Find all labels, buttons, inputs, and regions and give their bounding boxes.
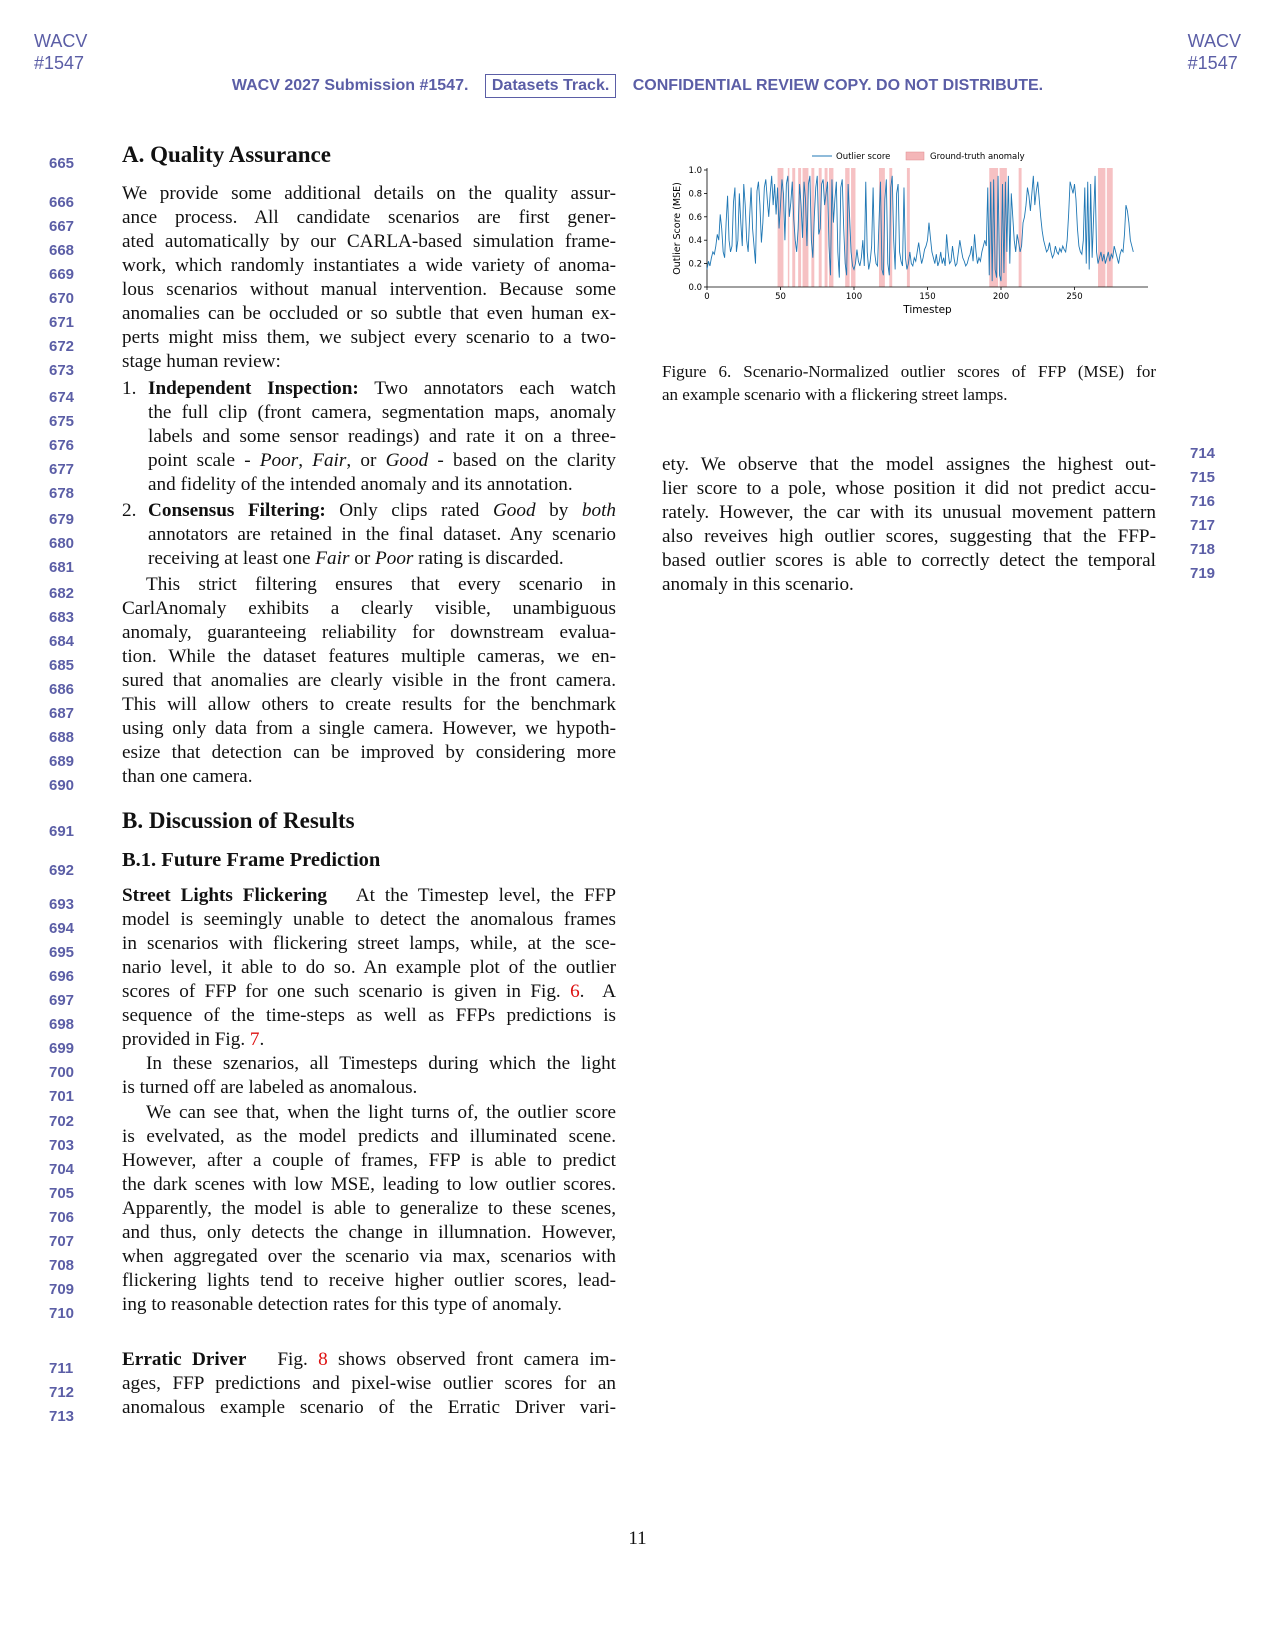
text-line: based outlier scores is able to correctly detect the temporal: [662, 550, 1156, 571]
corner-label-right: [1188, 30, 1241, 74]
paragraph-label: Erratic Driver: [122, 1349, 247, 1370]
text-line: [122, 1347, 616, 1372]
text-line: This strict filtering ensures that every scenario in: [146, 574, 616, 595]
legend-entry: Outlier score: [836, 152, 891, 162]
scale-poor: Poor: [259, 450, 299, 471]
line-number: 669: [49, 266, 75, 283]
text-line: annotators are retained in the final dataset. Any scenario: [148, 524, 616, 545]
item-text: Two annotators each watch: [374, 378, 617, 399]
text-line: In these szenarios, all Timesteps during which the light: [146, 1053, 616, 1074]
line-number: 692: [49, 862, 75, 879]
text-line: sequence of the time-steps as well as FFPs predictions is: [122, 1005, 616, 1026]
paragraph-text: , scenarios with: [485, 1246, 616, 1267]
text-line: sured that anomalies are clearly visible in the front camera.: [122, 670, 616, 691]
text-line: the dark scenes with low MSE, leading to low outlier scores.: [122, 1174, 616, 1195]
line-number: 711: [49, 1360, 74, 1377]
submission-label: WACV 2027 Submission #1547.: [231, 77, 469, 94]
paragraph-text: scores of FFP for one such scenario is given in Fig.: [122, 981, 571, 1002]
line-number: 683: [49, 609, 75, 626]
line-number: 700: [49, 1064, 75, 1081]
y-tick-label: 0.6: [688, 212, 702, 223]
line-number: 719: [1190, 565, 1216, 582]
text-line: This will allow others to create results for the benchmark: [122, 694, 616, 715]
text-line: point scale - Poor, Fair, or Good - based on the clarity: [148, 450, 617, 471]
line-number: 674: [49, 389, 75, 406]
text-line: [148, 498, 616, 523]
text-line: [148, 376, 616, 401]
page-number: 11: [628, 1528, 647, 1549]
item-label: Consensus Filtering:: [148, 500, 326, 521]
text-line: CarlAnomaly exhibits a clearly visible, unambiguous: [122, 598, 616, 619]
line-number: 693: [49, 896, 75, 913]
item-emph: Good: [492, 500, 536, 521]
item-text: or: [349, 548, 375, 569]
text-line: anomalous example scenario of the Erratic Driver vari-: [122, 1397, 616, 1418]
line-number: 698: [49, 1016, 75, 1033]
text-line: lous scenarios without manual intervention. Because some: [122, 279, 616, 300]
text-line: the full clip (front camera, segmentation maps, anomaly: [148, 402, 616, 423]
line-number: 694: [49, 920, 75, 937]
item-emph: both: [581, 500, 617, 521]
item-text: receiving at least one: [148, 548, 316, 569]
text-line: nario level, it able to do so. An example plot of the outlier: [122, 957, 616, 978]
line-number: 681: [49, 559, 75, 576]
line-number: 715: [1190, 469, 1216, 486]
text-line: and fidelity of the intended anomaly and its annotation.: [148, 474, 573, 495]
text-line: is turned off are labeled as anomalous.: [122, 1077, 418, 1098]
line-number: 713: [49, 1408, 75, 1425]
text-line: model is seemingly unable to detect the anomalous frames: [122, 909, 616, 930]
corner-right-line-2: #1547: [1187, 53, 1238, 73]
text-line: We can see that, when the light turns of, the outlier score: [146, 1102, 616, 1123]
text-line: ance process. All candidate scenarios are first gener-: [122, 207, 616, 228]
line-number: 680: [49, 535, 75, 552]
section-b-title: B. Discussion of Results: [122, 808, 355, 833]
text-line: work, which randomly instantiates a wide variety of anoma-: [122, 255, 616, 276]
corner-right-line-1: WACV: [1187, 31, 1241, 51]
line-number: 701: [49, 1088, 75, 1105]
text-line: ages, FFP predictions and pixel-wise outlier scores for an: [122, 1373, 616, 1394]
line-number: 682: [49, 585, 75, 602]
item-text: rating is discarded.: [413, 548, 564, 569]
text-line: anomaly, guaranteeing reliability for downstream evalua-: [122, 622, 616, 643]
line-number: 671: [49, 314, 75, 331]
text-line: using only data from a single camera. However, we hypoth-: [122, 718, 616, 739]
line-number: 709: [49, 1281, 75, 1298]
line-number: 665: [49, 155, 75, 172]
line-number: 706: [49, 1209, 75, 1226]
line-number: 687: [49, 705, 75, 722]
figure-ref-6[interactable]: 6: [570, 981, 580, 1002]
line-number: 689: [49, 753, 75, 770]
text-line: rately. However, the car with its unusual movement pattern: [662, 502, 1156, 523]
line-number: 718: [1190, 541, 1216, 558]
x-tick-label: 100: [845, 292, 863, 302]
line-number: 691: [49, 823, 75, 840]
item-emph: Poor: [375, 548, 414, 569]
line-number: 675: [49, 413, 75, 430]
corner-left-line-1: WACV: [34, 31, 88, 51]
caption-line: Figure 6. Scenario-Normalized outlier scores of FFP (MSE) for: [662, 362, 1156, 381]
x-tick-label: 0: [704, 292, 710, 302]
item-text: Only clips rated: [339, 500, 493, 521]
x-tick-label: 50: [775, 292, 786, 302]
text-line: Apparently, the model is able to generalize to these scenes,: [122, 1198, 616, 1219]
line-number: 704: [49, 1161, 75, 1178]
track-badge: Datasets Track.: [485, 74, 616, 98]
text-line: perts might miss them, we subject every scenario to a two-: [122, 327, 616, 348]
line-number: 712: [49, 1384, 75, 1401]
line-number: 690: [49, 777, 75, 794]
paragraph-text: when aggregated over the scenario via: [122, 1246, 453, 1267]
max-operator: max: [452, 1246, 486, 1267]
text-line: ety. We observe that the model assignes the highest out-: [662, 454, 1156, 475]
paragraph-text: shows observed front camera im-: [327, 1349, 616, 1370]
y-tick-label: 0.4: [688, 236, 702, 247]
text-line: [122, 1244, 616, 1269]
line-number: 695: [49, 944, 75, 961]
text-line: [148, 546, 564, 571]
line-number: 676: [49, 437, 75, 454]
paragraph-label: Street Lights Flickering: [122, 885, 327, 906]
y-tick-label: 1.0: [688, 166, 702, 176]
line-number: 667: [49, 218, 75, 235]
text-line: stage human review:: [122, 351, 281, 372]
line-number: 708: [49, 1257, 75, 1274]
item-text: by: [535, 500, 582, 521]
text-line: tion. While the dataset features multiple cameras, we en-: [122, 646, 616, 667]
text-line: in scenarios with flickering street lamps, while, at the sce-: [122, 933, 616, 954]
legend-entry: Ground-truth anomaly: [930, 152, 1025, 162]
line-number: 666: [49, 194, 75, 211]
line-number: 670: [49, 290, 75, 307]
line-number: 705: [49, 1185, 75, 1202]
text-line: than one camera.: [122, 766, 253, 787]
scale-fair: Fair: [312, 450, 347, 471]
line-number: 688: [49, 729, 75, 746]
scale-good: Good: [385, 450, 429, 471]
line-number: 685: [49, 657, 75, 674]
item-text: point scale -: [148, 450, 260, 471]
text-line: provided in Fig. 7.: [122, 1029, 265, 1050]
x-axis-label: Timestep: [903, 304, 952, 316]
right-column: [662, 0, 1156, 1650]
confidential-label: CONFIDENTIAL REVIEW COPY. DO NOT DISTRIBUTE.: [632, 77, 1044, 94]
line-number: 702: [49, 1113, 75, 1130]
line-number: 703: [49, 1137, 75, 1154]
line-number: 699: [49, 1040, 75, 1057]
text-line: ated automatically by our CARLA-based simulation frame-: [122, 231, 616, 252]
line-number: 668: [49, 242, 75, 259]
y-tick-label: 0.8: [688, 189, 702, 200]
line-number: 714: [1190, 445, 1216, 462]
paragraph-text: At the Timestep level, the FFP: [355, 885, 616, 906]
line-number: 696: [49, 968, 75, 985]
caption-line: an example scenario with a flickering street lamps.: [662, 385, 1008, 404]
list-number: 2.: [122, 500, 137, 521]
text-line: esize that detection can be improved by considering more: [122, 742, 616, 763]
line-number: 678: [49, 485, 75, 502]
line-number: 710: [49, 1305, 75, 1322]
section-b1-title: B.1. Future Frame Prediction: [122, 849, 381, 871]
text-line: However, after a couple of frames, FFP is able to predict: [122, 1150, 616, 1171]
text-line: also reveives high outlier scores, suggesting that the FFP-: [662, 526, 1156, 547]
text-line: [122, 883, 616, 908]
text-line: lier score to a pole, whose position it did not predict accu-: [662, 478, 1156, 499]
line-number: 717: [1190, 517, 1216, 534]
x-tick-label: 250: [1066, 292, 1083, 302]
text-line: scores of FFP for one such scenario is given in Fig. 6. A: [122, 981, 616, 1002]
text-line: flickering lights tend to receive higher outlier scores, lead-: [122, 1270, 616, 1291]
paragraph-text: provided in Fig.: [122, 1029, 250, 1050]
item-text: based on the clarity: [453, 450, 617, 471]
text-line: ing to reasonable detection rates for this type of anomaly.: [122, 1294, 562, 1315]
y-tick-label: 0.2: [688, 259, 702, 270]
section-a-title: A. Quality Assurance: [122, 142, 331, 167]
y-tick-label: 0.0: [688, 283, 702, 293]
line-number: 684: [49, 633, 75, 650]
paragraph-text: Fig.: [277, 1349, 319, 1370]
line-number: 673: [49, 362, 75, 379]
item-label: Independent Inspection:: [148, 378, 359, 399]
line-number: 677: [49, 461, 75, 478]
line-number: 679: [49, 511, 75, 528]
line-number: 716: [1190, 493, 1216, 510]
left-column: [122, 0, 616, 1650]
line-number: 686: [49, 681, 75, 698]
corner-left-line-2: #1547: [34, 53, 85, 73]
figure-ref-8[interactable]: 8: [318, 1349, 328, 1370]
list-number: 1.: [122, 378, 137, 399]
text-line: and thus, only detects the change in illumnation. However,: [122, 1222, 616, 1243]
y-axis-label: Outlier Score (MSE): [672, 182, 683, 275]
item-emph: Fair: [315, 548, 350, 569]
text-line: We provide some additional details on the quality assur-: [122, 183, 616, 204]
text-line: labels and some sensor readings) and rate it on a three-: [148, 426, 616, 447]
x-tick-label: 200: [992, 292, 1010, 302]
text-line: anomaly in this scenario.: [662, 574, 854, 595]
line-number: 707: [49, 1233, 75, 1250]
x-tick-label: 150: [919, 292, 936, 302]
figure-ref-7[interactable]: 7: [249, 1029, 260, 1050]
line-number: 672: [49, 338, 75, 355]
corner-label-left: [34, 30, 87, 74]
text-line: anomalies can be occluded or so subtle that even human ex-: [122, 303, 616, 324]
text-line: is evelvated, as the model predicts and illuminated scene.: [122, 1126, 616, 1147]
line-number: 697: [49, 992, 75, 1009]
